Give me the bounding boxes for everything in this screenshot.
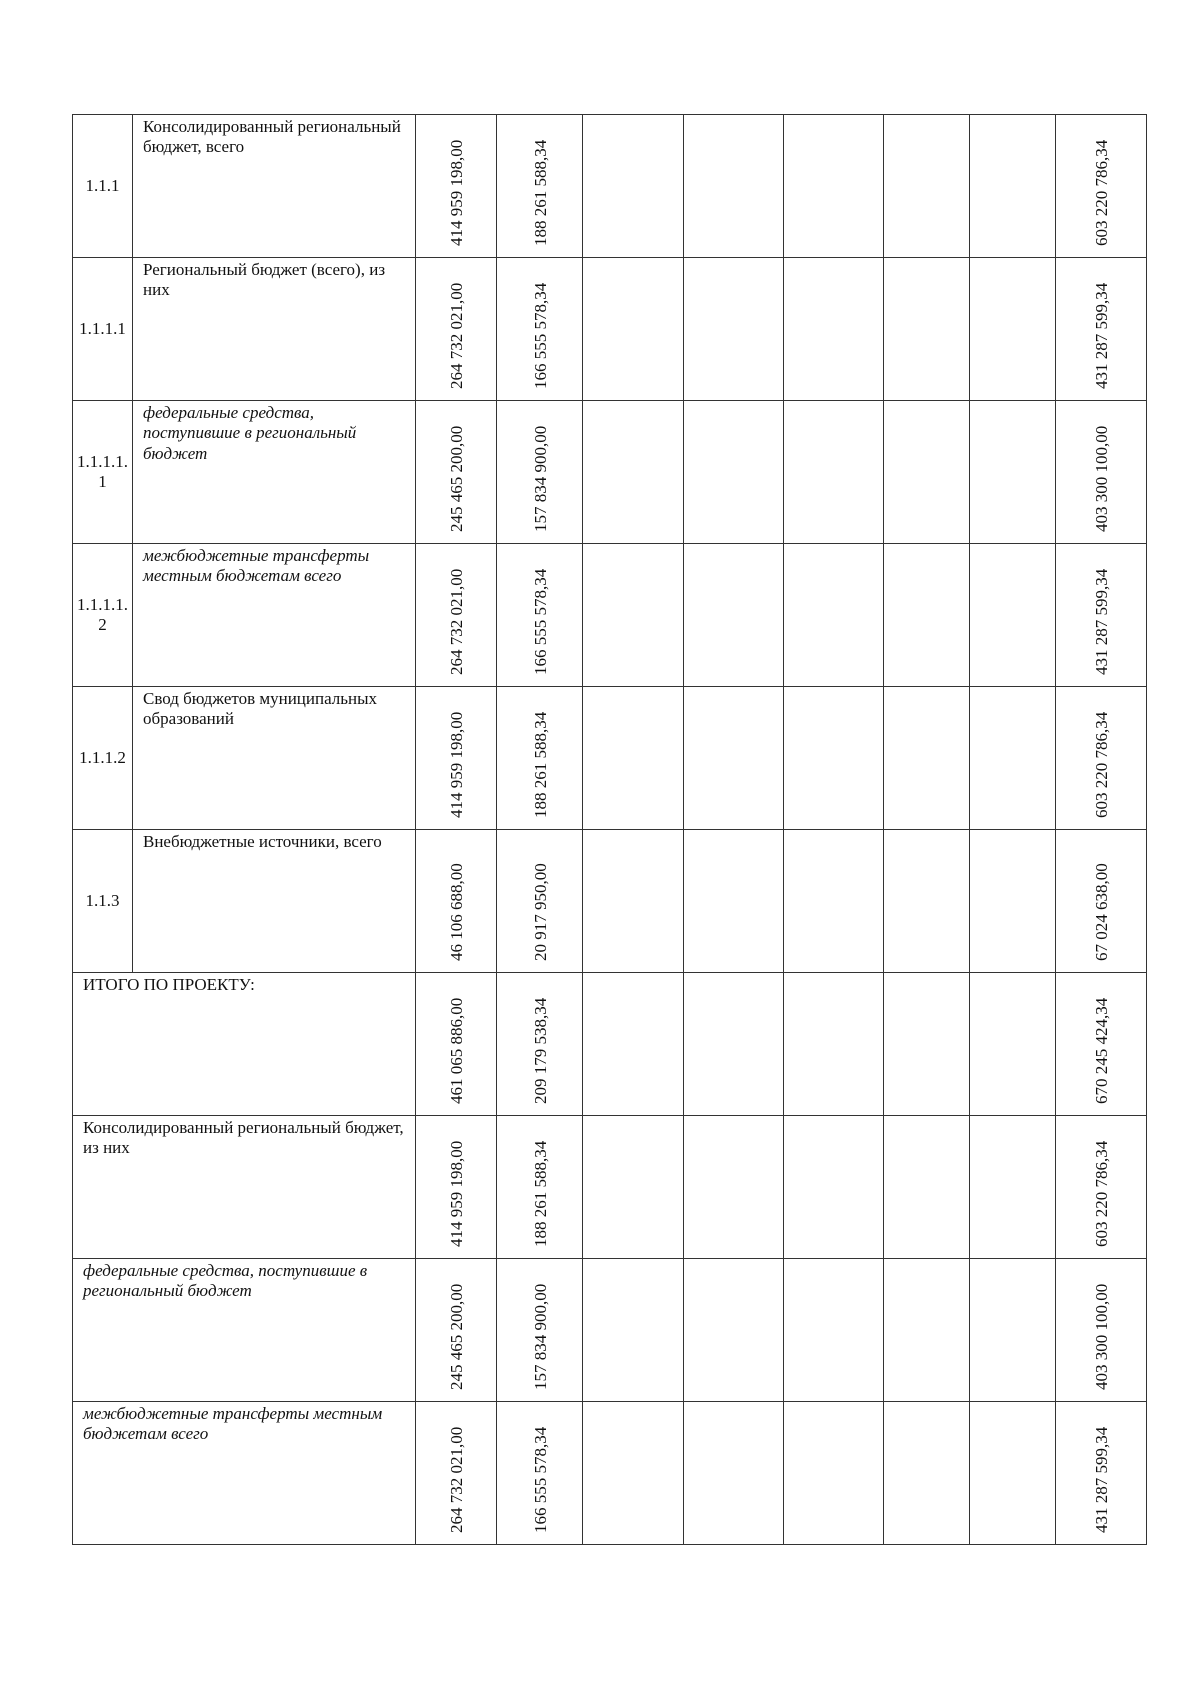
row-code: 1.1.1.1 [73,258,133,401]
value-2 [497,687,583,830]
empty-cell [583,973,684,1116]
total-value [1056,544,1147,687]
empty-cell [884,115,970,258]
empty-cell [784,115,884,258]
total-value [1056,1402,1147,1545]
row-code: 1.1.1 [73,115,133,258]
empty-cell [784,973,884,1116]
value-2-text: 20 917 950,00 [530,863,550,961]
empty-cell [684,830,784,973]
total-value [1056,687,1147,830]
summary-label: ИТОГО ПО ПРОЕКТУ: [73,973,416,1116]
empty-cell [970,1402,1056,1545]
value-2 [497,973,583,1116]
value-1-text: 414 959 198,00 [447,139,466,246]
row-label: Региональный бюджет (всего), из них [133,258,416,401]
empty-cell [684,1259,784,1402]
value-1 [416,1116,497,1259]
empty-cell [684,401,784,544]
empty-cell [684,687,784,830]
empty-cell [684,1402,784,1545]
empty-cell [583,687,684,830]
value-1-text: 46 106 688,00 [447,863,466,961]
empty-cell [684,973,784,1116]
summary-label: федеральные средства, поступившие в региональный бюджет [73,1259,416,1402]
row-label: Свод бюджетов муниципальных образований [133,687,416,830]
empty-cell [684,258,784,401]
empty-cell [583,830,684,973]
table-body [73,115,1147,1545]
empty-cell [684,544,784,687]
value-2 [497,1116,583,1259]
value-1-text: 245 465 200,00 [447,425,466,532]
empty-cell [970,1116,1056,1259]
value-1-text: 461 065 886,00 [447,997,466,1104]
empty-cell [784,1259,884,1402]
total-value-text: 403 300 100,00 [1092,425,1111,532]
value-1 [416,973,497,1116]
empty-cell [684,1116,784,1259]
summary-row [73,1259,1147,1402]
value-2-text: 188 261 588,34 [530,139,550,246]
value-1 [416,401,497,544]
total-value-text: 67 024 638,00 [1092,863,1111,961]
value-2-text: 166 555 578,34 [530,1426,550,1533]
empty-cell [970,258,1056,401]
empty-cell [583,1402,684,1545]
empty-cell [970,830,1056,973]
empty-cell [583,401,684,544]
value-1-text: 414 959 198,00 [447,711,466,818]
empty-cell [784,258,884,401]
empty-cell [884,973,970,1116]
value-1 [416,687,497,830]
empty-cell [784,544,884,687]
total-value-text: 431 287 599,34 [1092,282,1111,389]
summary-row [73,1402,1147,1545]
total-value-text: 403 300 100,00 [1092,1283,1111,1390]
value-2 [497,115,583,258]
total-value-text: 603 220 786,34 [1092,1140,1111,1247]
value-2-text: 166 555 578,34 [530,282,550,389]
empty-cell [583,1259,684,1402]
value-1 [416,258,497,401]
table-row [73,830,1147,973]
row-label: Консолидированный региональный бюджет, всего [133,115,416,258]
value-1 [416,1259,497,1402]
empty-cell [784,401,884,544]
value-2 [497,1259,583,1402]
summary-label: Консолидированный региональный бюджет, из них [73,1116,416,1259]
total-value [1056,258,1147,401]
value-2-text: 166 555 578,34 [530,568,550,675]
empty-cell [684,115,784,258]
row-label: Внебюджетные источники, всего [133,830,416,973]
total-value [1056,1116,1147,1259]
empty-cell [884,1259,970,1402]
empty-cell [970,1259,1056,1402]
table-row [73,687,1147,830]
empty-cell [784,830,884,973]
empty-cell [970,115,1056,258]
empty-cell [884,687,970,830]
table-row [73,258,1147,401]
value-1 [416,115,497,258]
empty-cell [884,258,970,401]
row-code: 1.1.1.2 [73,687,133,830]
table-row [73,115,1147,258]
empty-cell [970,687,1056,830]
value-2 [497,401,583,544]
empty-cell [970,973,1056,1116]
row-code: 1.1.1.1. 2 [73,544,133,687]
empty-cell [884,401,970,544]
value-1-text: 264 732 021,00 [447,282,466,389]
value-1 [416,830,497,973]
total-value-text: 603 220 786,34 [1092,711,1111,818]
total-value [1056,401,1147,544]
value-2-text: 188 261 588,34 [530,711,550,818]
empty-cell [970,544,1056,687]
row-label: федеральные средства, поступившие в региональный бюджет [133,401,416,544]
row-code: 1.1.1.1. 1 [73,401,133,544]
summary-row [73,973,1147,1116]
value-1-text: 414 959 198,00 [447,1140,466,1247]
total-value-text: 431 287 599,34 [1092,568,1111,675]
table-row [73,401,1147,544]
empty-cell [583,1116,684,1259]
total-value-text: 670 245 424,34 [1092,997,1111,1104]
value-2 [497,544,583,687]
summary-row [73,1116,1147,1259]
value-2 [497,1402,583,1545]
total-value-text: 603 220 786,34 [1092,139,1111,246]
budget-table [72,114,1147,1545]
table-row [73,544,1147,687]
total-value-text: 431 287 599,34 [1092,1426,1111,1533]
empty-cell [784,687,884,830]
summary-label: межбюджетные трансферты местным бюджетам всего [73,1402,416,1545]
value-2 [497,830,583,973]
row-code: 1.1.3 [73,830,133,973]
empty-cell [583,115,684,258]
total-value [1056,1259,1147,1402]
empty-cell [784,1116,884,1259]
empty-cell [884,830,970,973]
value-1 [416,544,497,687]
total-value [1056,830,1147,973]
value-2-text: 157 834 900,00 [530,1283,550,1390]
value-2-text: 188 261 588,34 [530,1140,550,1247]
empty-cell [784,1402,884,1545]
empty-cell [583,544,684,687]
value-2 [497,258,583,401]
empty-cell [970,401,1056,544]
row-label: межбюджетные трансферты местным бюджетам всего [133,544,416,687]
value-2-text: 157 834 900,00 [530,425,550,532]
empty-cell [884,1402,970,1545]
empty-cell [884,1116,970,1259]
total-value [1056,115,1147,258]
empty-cell [583,258,684,401]
total-value [1056,973,1147,1116]
value-1 [416,1402,497,1545]
value-2-text: 209 179 538,34 [530,997,550,1104]
value-1-text: 245 465 200,00 [447,1283,466,1390]
empty-cell [884,544,970,687]
value-1-text: 264 732 021,00 [447,568,466,675]
value-1-text: 264 732 021,00 [447,1426,466,1533]
